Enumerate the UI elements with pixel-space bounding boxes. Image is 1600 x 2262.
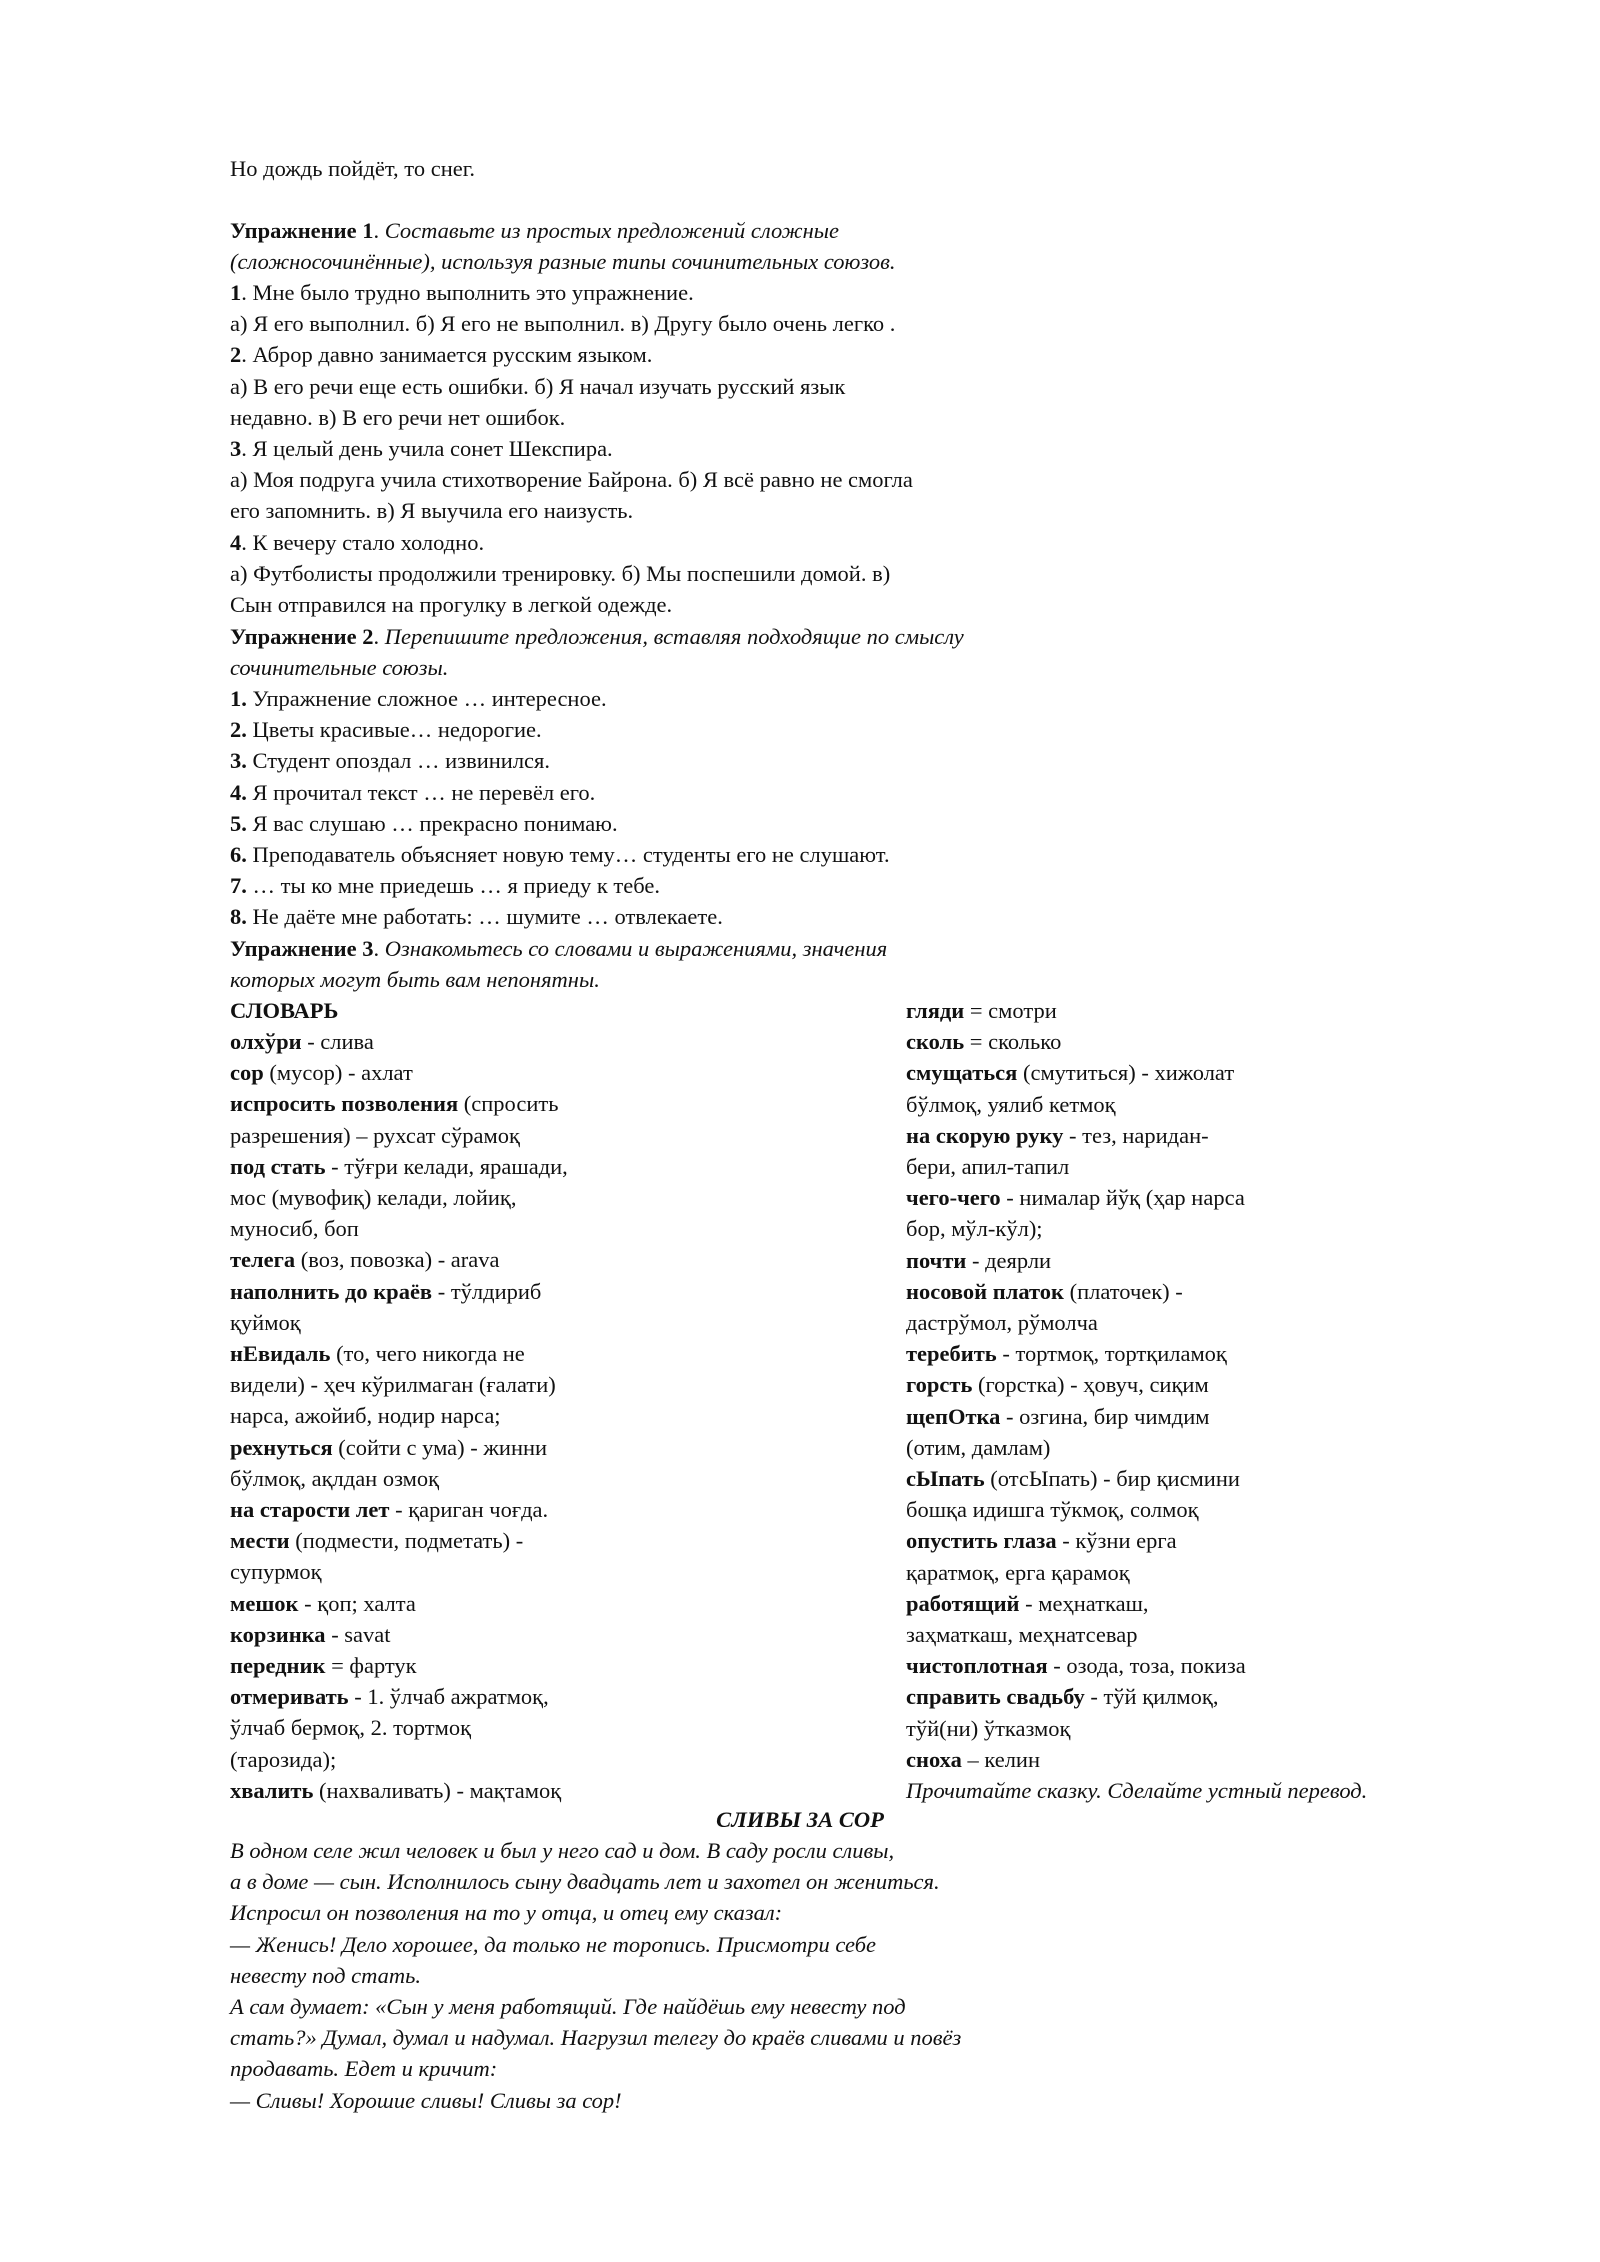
dictionary-entry-line — [906, 1650, 1246, 1681]
sentence-number: 1. — [230, 686, 247, 711]
dictionary-entry-line — [230, 1026, 374, 1057]
dictionary-entry-line — [230, 1151, 568, 1182]
dictionary-entry-line — [230, 1088, 558, 1119]
exercise-2-sentence — [230, 683, 607, 714]
dictionary-term: под стать — [230, 1153, 326, 1179]
dictionary-term: рехнуться — [230, 1434, 333, 1460]
dictionary-definition: - тўғри келади, ярашади, — [325, 1153, 568, 1179]
dictionary-definition: ўлчаб бермоқ, 2. тортмоқ — [230, 1715, 472, 1741]
dictionary-term: сЫпать — [906, 1466, 985, 1491]
dictionary-entry-line — [906, 1619, 1137, 1650]
dictionary-term: справить свадьбу — [906, 1684, 1085, 1710]
sentence-number: 3. — [230, 748, 247, 774]
dictionary-definition: (сойти с ума) - жинни — [332, 1434, 548, 1460]
dictionary-entry-line — [230, 1681, 549, 1712]
dictionary-entry-line — [906, 1057, 1234, 1088]
question-text: . К вечеру стало холодно. — [241, 529, 485, 555]
story-line: невесту под стать. — [230, 1962, 421, 1988]
dictionary-entry-line — [906, 1588, 1149, 1619]
dictionary-term: сколь — [906, 1029, 965, 1055]
exercise-3-task-cont: которых могут быть вам непонятны. — [230, 967, 600, 992]
dictionary-entry-line — [906, 1338, 1227, 1369]
dictionary-definition: тўй(ни) ўтказмоқ — [906, 1715, 1071, 1741]
dictionary-title: СЛОВАРЬ — [230, 998, 339, 1023]
sentence-number: 5. — [230, 810, 247, 836]
exercise-2-task-cont: сочинительные союзы. — [230, 655, 449, 680]
exercise-2-sentence — [230, 870, 660, 901]
exercise-1-question — [230, 277, 694, 308]
story-line: — Сливы! Хорошие сливы! Сливы за сор! — [230, 2087, 622, 2113]
dictionary-entry-line — [906, 1245, 1051, 1276]
exercise-1-question — [230, 339, 652, 370]
dictionary-definition: - қоп; халта — [298, 1590, 416, 1616]
exercise-2-task: Перепишите предложения, вставляя подходящие по смыслу — [384, 624, 964, 649]
dictionary-definition: - кўзни ерга — [1056, 1528, 1177, 1554]
dictionary-definition: қаратмоқ, ерга қарамоқ — [906, 1559, 1130, 1585]
story-title: СЛИВЫ ЗА СОР — [716, 1807, 884, 1832]
dictionary-entry-line — [230, 1057, 413, 1088]
dictionary-definition: - слива — [301, 1029, 374, 1054]
dictionary-definition: супурмоқ — [230, 1559, 322, 1585]
dictionary-entry-line — [906, 1494, 1199, 1525]
sentence-text: Я вас слушаю … прекрасно понимаю. — [246, 810, 618, 836]
dictionary-term: чистоплотная — [906, 1653, 1048, 1679]
dictionary-definition: (мусор) - ахлат — [263, 1060, 413, 1086]
dictionary-entry-line — [230, 1120, 520, 1151]
dictionary-definition: - озгина, бир чимдим — [1000, 1403, 1210, 1429]
dictionary-entry-line — [906, 1151, 1069, 1182]
dictionary-definition: бўлмоқ, ақлдан озмоқ — [230, 1465, 440, 1491]
sentence-text: Студент опоздал … извинился. — [246, 748, 551, 774]
sentence-text: Преподаватель объясняет новую тему… студенты его не слушают. — [246, 842, 890, 867]
dictionary-entry-line — [230, 1494, 548, 1525]
sentence-text: … ты ко мне приедешь … я приеду к тебе. — [246, 873, 661, 899]
dictionary-definition: - деярли — [966, 1247, 1052, 1273]
dictionary-definition: муносиб, боп — [230, 1216, 359, 1242]
exercise-2-sentence — [230, 808, 618, 839]
dictionary-definition: - қариган чоғда. — [389, 1497, 549, 1522]
exercise-1-question — [230, 433, 613, 464]
dictionary-entry-line — [230, 1432, 547, 1463]
question-text: . Мне было трудно выполнить это упражнение. — [241, 280, 694, 305]
dictionary-definition: - озода, тоза, покиза — [1047, 1653, 1246, 1679]
story-line: А сам думает: «Сын у меня работящий. Где найдёшь ему невесту под — [230, 1994, 906, 2019]
dictionary-entry-line — [230, 1463, 439, 1494]
dictionary-term: сноха — [906, 1746, 962, 1772]
dictionary-term: опустить глаза — [906, 1528, 1057, 1554]
story-line: — Женись! Дело хорошее, да только не торопись. Присмотри себе — [230, 1931, 877, 1957]
dictionary-definition: (подмести, подметать) - — [289, 1528, 524, 1554]
dictionary-definition: видели) - ҳеч кўрилмаган (ғалати) — [230, 1372, 556, 1398]
sentence-number: 4. — [230, 779, 247, 805]
dictionary-definition: қуймоқ — [230, 1309, 301, 1335]
dictionary-entry-line — [230, 1775, 561, 1806]
dictionary-definition: (горстка) - ҳовуч, сиқим — [972, 1372, 1209, 1398]
dictionary-definition: = сколько — [964, 1029, 1062, 1055]
exercise-1-options-line: Сын отправился на прогулку в легкой одежде. — [230, 592, 673, 617]
dictionary-entry-line — [230, 1556, 322, 1587]
dictionary-entry-line — [230, 1712, 471, 1743]
dictionary-term: корзинка — [230, 1621, 326, 1647]
dictionary-term: наполнить до краёв — [230, 1278, 433, 1304]
dictionary-term: смущаться — [906, 1060, 1018, 1086]
dictionary-entry-line — [906, 1432, 1050, 1463]
dictionary-entry-line — [906, 1369, 1209, 1400]
question-number: 2 — [230, 342, 242, 368]
dictionary-entry-line — [230, 1244, 500, 1275]
dictionary-entry-line — [906, 1401, 1210, 1432]
dictionary-term: горсть — [906, 1372, 973, 1398]
dictionary-definition: = смотри — [964, 998, 1057, 1023]
exercise-2-sentence — [230, 901, 723, 932]
question-number: 4 — [230, 529, 242, 555]
dictionary-definition: нарса, ажойиб, нодир нарса; — [230, 1403, 501, 1429]
exercise-3-task: Ознакомьтесь со словами и выражениями, значения — [384, 936, 888, 961]
dictionary-entry-line — [230, 1369, 556, 1400]
dictionary-entry-line — [906, 1307, 1098, 1338]
dictionary-entry-line — [230, 1307, 301, 1338]
dictionary-term: передник — [230, 1653, 326, 1678]
dictionary-term: почти — [906, 1247, 967, 1273]
dictionary-term: испросить позволения — [230, 1091, 459, 1117]
dictionary-definition: - нималар йўқ (ҳар нарса — [1000, 1185, 1245, 1211]
dictionary-term: носовой платок — [906, 1278, 1064, 1304]
dictionary-entry-line — [906, 1681, 1218, 1712]
exercise-1-heading: Упражнение 1 — [230, 218, 374, 243]
dictionary-definition: разрешения) – рухсат сўрамоқ — [230, 1122, 520, 1148]
dictionary-entry-line — [230, 1525, 523, 1556]
exercise-1-question — [230, 527, 484, 558]
dictionary-entry-line — [906, 1213, 1043, 1244]
question-text: . Аброр давно занимается русским языком. — [241, 342, 653, 368]
story-line: Испросил он позволения на то у отца, и отец ему сказал: — [230, 1900, 783, 1926]
exercise-2-sentence — [230, 714, 542, 745]
exercise-1-options-line: а) Я его выполнил. б) Я его не выполнил. в) Другу было очень легко . — [230, 311, 896, 337]
dictionary-term: чего-чего — [906, 1185, 1001, 1211]
sentence-text: Я прочитал текст … не перевёл его. — [246, 779, 596, 805]
dictionary-entry-line — [906, 1182, 1245, 1213]
story-line: а в доме — сын. Исполнилось сыну двадцать лет и захотел он жениться. — [230, 1869, 940, 1895]
dictionary-definition: бор, мўл-кўл); — [906, 1216, 1043, 1242]
question-number: 3 — [230, 436, 242, 461]
dictionary-definition: бўлмоқ, уялиб кетмоқ — [906, 1091, 1116, 1117]
sentence-text: Не даёте мне работать: … шумите … отвлекаете. — [246, 904, 723, 930]
dictionary-term: отмеривать — [230, 1684, 349, 1710]
dictionary-definition: мос (мувофиқ) келади, лойиқ, — [230, 1185, 517, 1210]
dictionary-definition: заҳматкаш, меҳнатсевар — [906, 1622, 1138, 1647]
dictionary-definition: (платочек) - — [1063, 1278, 1183, 1304]
dictionary-entry-line — [230, 1338, 525, 1369]
dictionary-definition: - тўлдириб — [432, 1278, 542, 1304]
dictionary-entry-line — [906, 1525, 1177, 1556]
dictionary-definition: = фартук — [325, 1653, 417, 1678]
dictionary-entry-line — [230, 1213, 359, 1244]
story-line: продавать. Едет и кричит: — [230, 2056, 498, 2082]
dictionary-definition: бери, апил-тапил — [906, 1154, 1070, 1179]
dictionary-entry-line — [906, 1120, 1209, 1151]
exercise-1-options-line: а) В его речи еще есть ошибки. б) Я начал изучать русский язык — [230, 373, 846, 399]
dictionary-entry-line — [230, 1182, 516, 1213]
dictionary-definition: (отим, дамлам) — [906, 1434, 1051, 1460]
dictionary-term: работящий — [906, 1590, 1020, 1616]
exercise-1-options-line: а) Футболисты продолжили тренировку. б) Мы поспешили домой. в) — [230, 560, 891, 586]
dictionary-entry-line — [906, 1089, 1116, 1120]
dictionary-entry-line — [906, 1744, 1040, 1775]
dictionary-term: на старости лет — [230, 1497, 390, 1522]
sentence-number: 2. — [230, 717, 247, 743]
dictionary-definition: (смутиться) - хижолат — [1017, 1060, 1235, 1086]
question-number: 1 — [230, 280, 242, 305]
sentence-number: 6. — [230, 842, 247, 867]
dictionary-entry-line — [906, 1775, 1367, 1806]
dictionary-entry-line — [906, 1026, 1061, 1057]
instruction-text: Прочитайте сказку. Сделайте устный перевод. — [906, 1778, 1368, 1803]
dictionary-term: телега — [230, 1247, 296, 1273]
dictionary-term: мешок — [230, 1590, 299, 1616]
dictionary-definition: - 1. ўлчаб ажратмоқ, — [348, 1684, 549, 1710]
dictionary-entry-line — [906, 1713, 1070, 1744]
dictionary-definition: – келин — [961, 1746, 1041, 1772]
dictionary-term: на скорую руку — [906, 1122, 1064, 1148]
dictionary-term: нЕвидаль — [230, 1341, 331, 1366]
exercise-2-sentence — [230, 839, 890, 870]
dictionary-term: мести — [230, 1528, 290, 1554]
dictionary-definition: - тўй қилмоқ, — [1084, 1684, 1219, 1710]
dictionary-term: теребить — [906, 1341, 997, 1367]
story-line: стать?» Думал, думал и надумал. Нагрузил телегу до краёв сливами и повёз — [230, 2025, 962, 2051]
dictionary-term: олхўри — [230, 1029, 302, 1054]
exercise-1-task-cont: (сложносочинённые), используя разные типы сочинительных союзов. — [230, 249, 896, 274]
dictionary-definition: дастрўмол, рўмолча — [906, 1310, 1098, 1335]
exercise-1-options-line: его запомнить. в) Я выучила его наизусть. — [230, 498, 634, 524]
dictionary-definition: - тортмоқ, тортқиламоқ — [996, 1341, 1227, 1367]
dictionary-entry-line — [906, 995, 1057, 1026]
dictionary-entry-line — [906, 1463, 1240, 1494]
dictionary-definition: (отсЫпать) - бир қисмини — [984, 1466, 1240, 1491]
dictionary-entry-line — [230, 1588, 416, 1619]
dictionary-term: гляди — [906, 998, 965, 1023]
dictionary-entry-line — [906, 1557, 1130, 1588]
dictionary-term: щепОтка — [906, 1403, 1001, 1429]
dictionary-definition: - тез, наридан- — [1063, 1122, 1209, 1148]
exercise-2-header: Упражнение 2. Перепишите предложения, вставляя подходящие по смыслу — [230, 624, 964, 649]
dictionary-definition: (тарозида); — [230, 1746, 337, 1772]
dictionary-entry-line — [230, 1619, 391, 1650]
exercise-3-header: Упражнение 3. Ознакомьтесь со словами и выражениями, значения — [230, 936, 888, 961]
sentence-number: 7. — [230, 873, 247, 899]
dictionary-definition: бошқа идишга тўкмоқ, солмоқ — [906, 1497, 1199, 1523]
sentence-text: Цветы красивые… недорогие. — [246, 717, 542, 743]
exercise-1-options-line: а) Моя подруга учила стихотворение Байрона. б) Я всё равно не смогла — [230, 467, 913, 493]
exercise-1-task: Составьте из простых предложений сложные — [384, 218, 839, 243]
sentence-number: 8. — [230, 904, 247, 930]
dictionary-definition: (воз, повозка) - arava — [295, 1247, 500, 1273]
story-line: В одном селе жил человек и был у него сад и дом. В саду росли сливы, — [230, 1838, 895, 1863]
exercise-2-heading: Упражнение 2 — [230, 624, 374, 649]
dictionary-entry-line — [230, 1650, 417, 1681]
dictionary-term: хвалить — [230, 1777, 314, 1803]
dictionary-term: сор — [230, 1060, 264, 1086]
exercise-1-header: Упражнение 1. Составьте из простых предложений сложные — [230, 218, 839, 243]
dictionary-entry-line — [230, 1744, 336, 1775]
dictionary-definition: - меҳнаткаш, — [1019, 1590, 1149, 1616]
exercise-2-sentence — [230, 745, 550, 776]
exercise-1-options-line: недавно. в) В его речи нет ошибок. — [230, 404, 566, 430]
dictionary-definition: (нахваливать) - мақтамоқ — [313, 1777, 562, 1803]
exercise-3-heading: Упражнение 3 — [230, 936, 374, 961]
dictionary-entry-line — [906, 1276, 1183, 1307]
dictionary-entry-line — [230, 1276, 541, 1307]
dictionary-definition: - savat — [325, 1621, 391, 1647]
dictionary-entry-line — [230, 1400, 501, 1431]
sentence-text: Упражнение сложное … интересное. — [246, 686, 607, 711]
dictionary-definition: (то, чего никогда не — [330, 1341, 525, 1366]
question-text: . Я целый день учила сонет Шекспира. — [241, 436, 613, 461]
intro-line: Но дождь пойдёт, то снег. — [230, 156, 476, 181]
dictionary-definition: (спросить — [458, 1091, 559, 1117]
exercise-2-sentence — [230, 777, 595, 808]
